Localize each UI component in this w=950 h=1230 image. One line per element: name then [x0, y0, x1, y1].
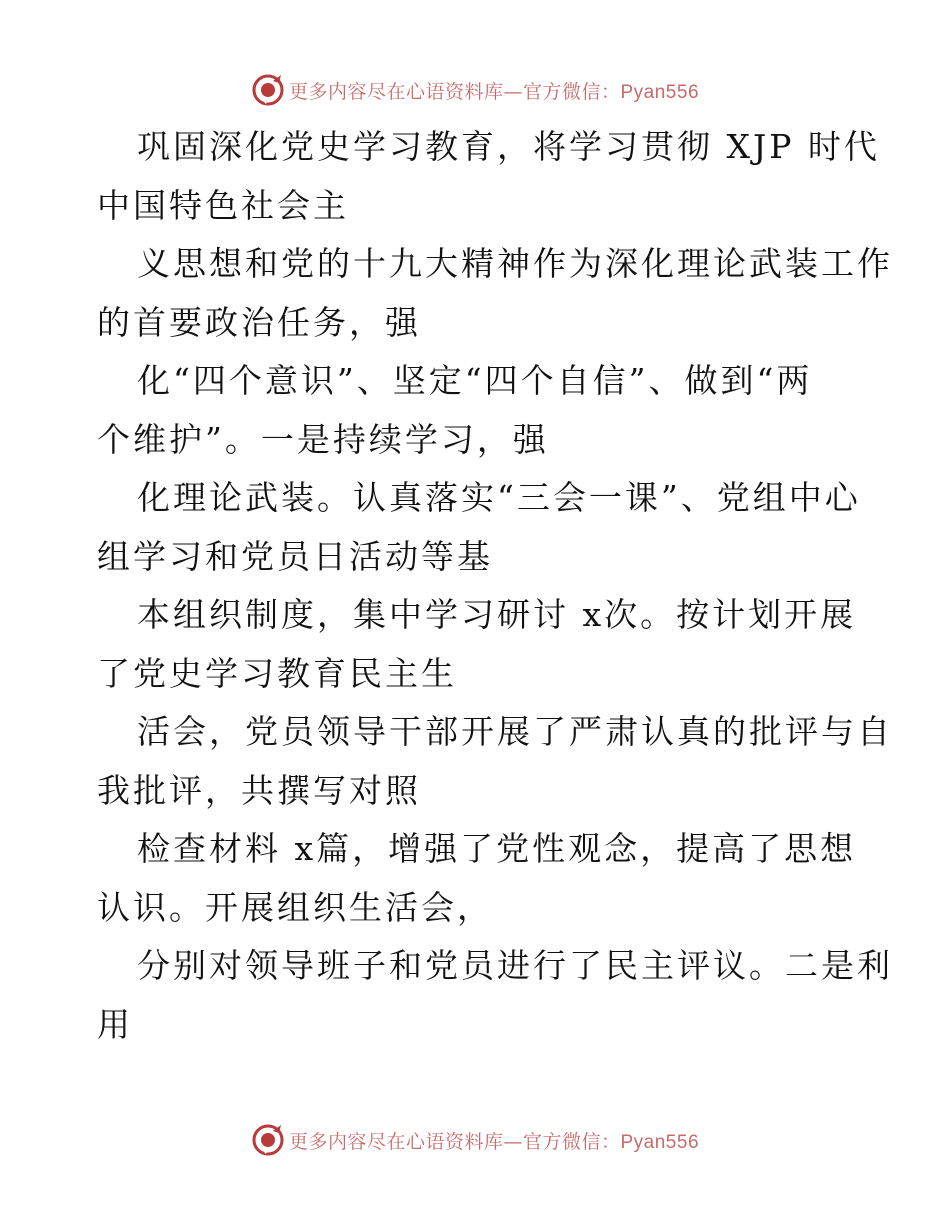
body-line: 我批评，共撰写对照 [97, 770, 421, 810]
banner-contact-label: 官方微信： [522, 80, 621, 103]
banner-site: 更多内容尽在心语资料库 [288, 80, 504, 103]
page-header [0, 70, 950, 110]
pen-logo-icon [251, 73, 285, 107]
body-line: 个维护”。一是持续学习，强 [97, 419, 549, 459]
header-banner-text [289, 77, 699, 104]
banner-site: 更多内容尽在心语资料库 [288, 1130, 504, 1153]
body-line: 的首要政治任务，强 [97, 302, 421, 342]
page-footer [0, 1120, 950, 1160]
banner-dash: — [503, 80, 523, 103]
header-banner [251, 73, 699, 107]
body-line: 组学习和党员日活动等基 [97, 536, 493, 576]
body-line: 本组织制度，集中学习研讨 x次。按计划开展 [137, 595, 857, 634]
body-line: 巩固深化党史学习教育，将学习贯彻 XJP 时代 [137, 127, 880, 166]
pen-logo-icon [251, 1123, 285, 1157]
body-line: 中国特色社会主 [97, 185, 349, 225]
body-line: 分别对领导班子和党员进行了民主评议。二是利 [137, 946, 893, 985]
body-line: 认识。开展组织生活会， [97, 887, 493, 927]
footer-banner [251, 1123, 699, 1157]
body-line: 了党史学习教育民主生 [97, 653, 457, 693]
banner-contact-value: Pyan556 [620, 1131, 700, 1153]
body-line: 化“四个意识”、坚定“四个自信”、做到“两 [137, 361, 813, 400]
banner-dash: — [503, 1130, 523, 1153]
footer-banner-text [289, 1127, 699, 1154]
body-line: 检查材料 x篇，增强了党性观念，提高了思想 [137, 829, 857, 868]
document-body [97, 118, 893, 1054]
banner-contact-value: Pyan556 [620, 81, 700, 103]
banner-contact-label: 官方微信： [522, 1130, 621, 1153]
body-line: 义思想和党的十九大精神作为深化理论武装工作 [137, 244, 893, 283]
body-line: 用 [97, 1004, 133, 1044]
body-line: 活会，党员领导干部开展了严肃认真的批评与自 [137, 712, 893, 751]
body-line: 化理论武装。认真落实“三会一课”、党组中心 [137, 478, 861, 517]
